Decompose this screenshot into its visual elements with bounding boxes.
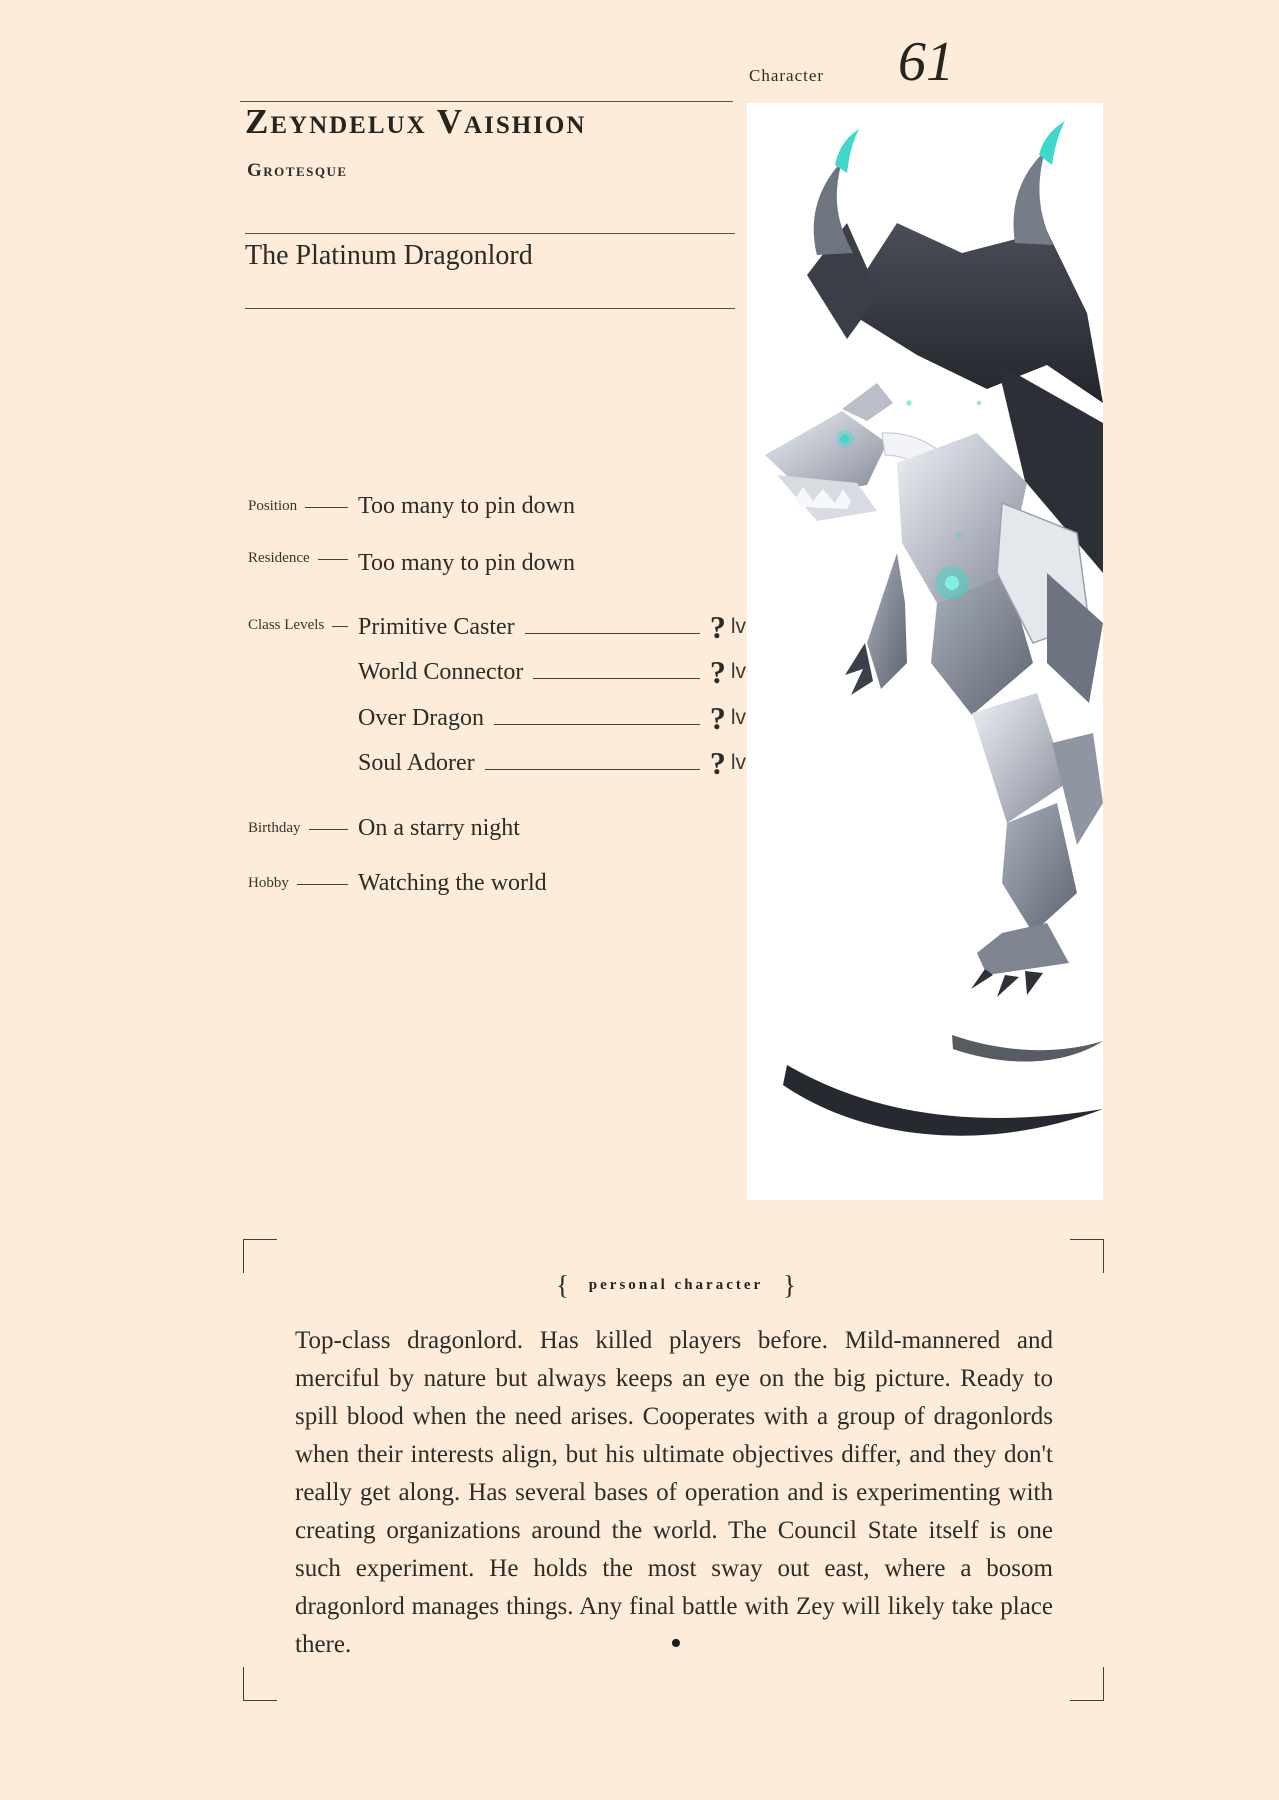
class-name: Over Dragon [358,704,484,731]
frame-corner-bottom-left [243,1667,277,1701]
field-label: Position [248,498,298,514]
class-level-value: ? [709,609,726,645]
class-name: Soul Adorer [358,749,475,776]
frame-corner-bottom-right [1070,1667,1104,1701]
class-name: Primitive Caster [358,613,515,640]
dragon-artwork [747,103,1103,1200]
frame-corner-top-right [1070,1239,1104,1273]
field-head [248,820,358,837]
epithet-rule-top [245,233,735,234]
class-leader-line [485,769,700,770]
section-heading [556,1270,796,1301]
field-head [248,498,358,515]
field-label: Residence [248,550,310,566]
class-name: World Connector [358,658,524,685]
field-value: Too many to pin down [358,550,575,576]
field-head [248,617,358,634]
field-row-birthday [248,815,520,842]
character-description: Top-class dragonlord. Has killed players before. Mild-mannered and merciful by nature but always keeps an eye on the big picture. Ready to spill blood when the need arises. Cooperates with a group of dragonlords when their interests align, but his ultimate objectives differ, and they don't really get along. Has several bases of operation and is experimenting with creating organizations around the world. The Council State itself is one such experiment. He holds the most sway out east, where a bosom dragonlord manages things. Any final battle with Zey will likely take place there. [295,1327,1053,1658]
frame-corner-top-left [243,1239,277,1273]
field-dash-line [318,559,348,560]
class-level-value: ? [709,745,726,781]
field-value: Watching the world [358,870,547,896]
character-name: Zeyndelux Vaishion [245,102,587,141]
field-value: Too many to pin down [358,493,575,519]
left-brace: { [556,1270,569,1300]
category-label: Character [749,66,825,85]
class-level-value: ? [709,654,726,690]
end-mark: • [670,1625,682,1662]
page-number: 61 [898,31,954,93]
class-level-unit: lv [730,660,746,683]
dragon-tail [783,1035,1103,1136]
section-heading-label: personal character [588,1277,764,1293]
dragon-legs [971,693,1103,997]
class-level-unit: lv [730,706,746,729]
character-classification: Grotesque [247,160,348,181]
field-row-position [248,493,575,520]
field-dash-line [309,829,349,830]
field-row-residence [248,550,358,567]
class-level-value: ? [709,700,726,736]
character-epithet: The Platinum Dragonlord [245,240,533,271]
class-leader-line [494,724,700,725]
class-level-row [358,656,746,688]
field-value: On a starry night [358,815,520,841]
class-leader-line [533,678,699,679]
class-leader-line [525,633,700,634]
field-row-class-levels [248,617,358,634]
field-label: Birthday [248,820,301,836]
field-label: Hobby [248,875,289,891]
class-level-row [358,747,746,779]
right-brace: } [783,1270,796,1300]
field-dash-line [305,507,348,508]
field-label: Class Levels [248,617,325,633]
epithet-rule-bottom [245,308,735,309]
artwork-panel [747,103,1103,1200]
field-dash-line [297,884,348,885]
field-head [248,550,358,567]
class-level-unit: lv [730,751,746,774]
field-row-hobby [248,870,547,897]
field-dash-line [332,626,348,627]
class-level-row [358,611,746,643]
field-head [248,875,358,892]
class-level-row [358,702,746,734]
class-level-unit: lv [730,615,746,638]
field-value-residence-wrap [358,550,575,577]
